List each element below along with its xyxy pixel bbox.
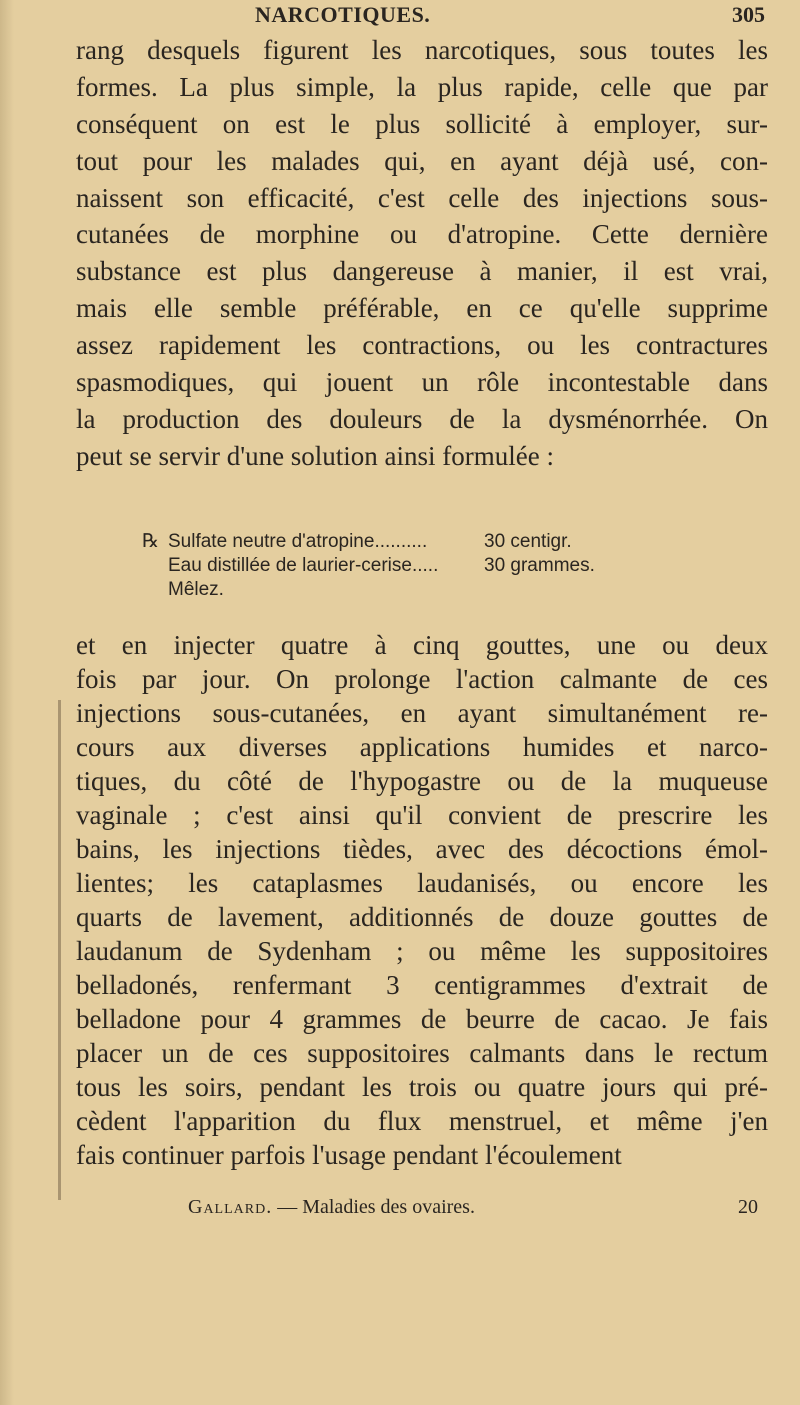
recipe-item-name: Sulfate neutre d'atropine.......... (168, 531, 428, 552)
text-line: cutanées de morphine ou d'atropine. Cette dernière (76, 219, 768, 250)
text-line: fais continuer parfois l'usage pendant l'écoulement (76, 1140, 622, 1170)
text-line: laudanum de Sydenham ; ou même les suppositoires (76, 936, 768, 966)
header-title: NARCOTIQUES. (255, 2, 431, 27)
page-footer (188, 1196, 768, 1219)
recipe-item-quantity: 30 grammes. (484, 555, 595, 576)
text-line: spasmodiques, qui jouent un rôle incontestable dans (76, 367, 768, 398)
paragraph-1 (76, 32, 768, 475)
text-line: tous les soirs, pendant les trois ou quatre jours qui pré- (76, 1072, 768, 1102)
text-line: lientes; les cataplasmes laudanisés, ou encore les (76, 868, 768, 898)
recipe-instruction: Mêlez. (168, 579, 224, 600)
footer-author: Gallard. (188, 1196, 273, 1218)
recipe (142, 530, 595, 602)
text-line: assez rapidement les contractions, ou les contractures (76, 330, 768, 361)
binding-shadow (58, 700, 61, 1200)
text-line: bains, les injections tièdes, avec des décoctions émol- (76, 834, 768, 864)
text-line: formes. La plus simple, la plus rapide, celle que par (76, 71, 768, 102)
text-line: fois par jour. On prolonge l'action calmante de ces (76, 664, 768, 694)
recipe-item-name: Eau distillée de laurier-cerise..... (168, 555, 439, 576)
recipe-item (168, 530, 595, 554)
text-line: belladonés, renfermant 3 centigrammes d'extrait de (76, 970, 768, 1000)
text-line: naissent son efficacité, c'est celle des injections sous- (76, 182, 768, 213)
text-line: tout pour les malades qui, en ayant déjà usé, con- (76, 145, 768, 176)
recipe-item-quantity: 30 centigr. (484, 531, 572, 552)
text-line: belladone pour 4 grammes de beurre de cacao. Je fais (76, 1004, 768, 1034)
text-line: cèdent l'apparition du flux menstruel, et même j'en (76, 1106, 768, 1136)
text-line: tiques, du côté de l'hypogastre ou de la muqueuse (76, 766, 768, 796)
text-line: conséquent on est le plus sollicité à employer, sur- (76, 108, 768, 139)
text-line: la production des douleurs de la dysménorrhée. On (76, 403, 768, 434)
recipe-item (168, 554, 595, 578)
paragraph-2 (76, 628, 768, 1172)
text-line: et en injecter quatre à cinq gouttes, une ou deux (76, 630, 768, 660)
text-line: quarts de lavement, additionnés de douze gouttes de (76, 902, 768, 932)
signature-mark: 20 (738, 1196, 758, 1218)
footer-separator: — (277, 1196, 298, 1218)
running-header (255, 0, 765, 30)
text-line: peut se servir d'une solution ainsi formulée : (76, 440, 555, 471)
text-line: placer un de ces suppositoires calmants dans le rectum (76, 1038, 768, 1068)
page-number: 305 (732, 2, 765, 27)
text-line: cours aux diverses applications humides et narco- (76, 732, 768, 762)
page-edge-shadow (0, 0, 14, 1405)
text-line: mais elle semble préférable, en ce qu'elle supprime (76, 293, 768, 324)
text-line: rang desquels figurent les narcotiques, sous toutes les (76, 35, 768, 65)
text-line: vaginale ; c'est ainsi qu'il convient de prescrire les (76, 800, 768, 830)
footer-title: Maladies des ovaires. (302, 1196, 475, 1218)
recipe-symbol: ℞ (142, 531, 160, 552)
text-line: injections sous-cutanées, en ayant simultanément re- (76, 698, 768, 728)
text-line: substance est plus dangereuse à manier, il est vrai, (76, 256, 768, 287)
